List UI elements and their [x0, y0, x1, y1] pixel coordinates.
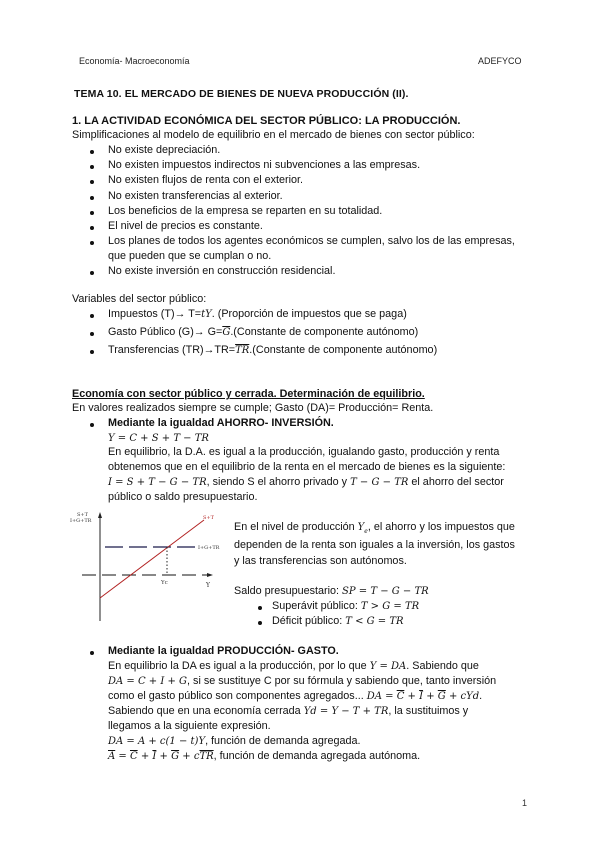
variable-taxes: Impuestos (T)→ T=tY. (Proporción de impuestos que se paga) [108, 308, 407, 320]
bullet-icon [90, 241, 94, 245]
y-axis-arrow-icon [98, 512, 102, 518]
x-axis-label: Y [206, 582, 210, 589]
method2-line7: $\overline{A} = \overline{C} + \overline{I} + \overline{G} + c\overline{TR}$, función de demanda agregada autónoma. [108, 750, 421, 762]
bullet-icon [90, 226, 94, 230]
list-item: No existen impuestos indirectos ni subvenciones a las empresas. [108, 159, 421, 171]
bullet-icon [90, 165, 94, 169]
bullet-icon [90, 423, 94, 427]
bullet-icon [90, 180, 94, 184]
equilibrium-label: Yc [161, 580, 168, 586]
section2-intro: En valores realizados siempre se cumple; Gasto (DA)= Producción= Renta. [72, 402, 434, 414]
bullet-icon [90, 150, 94, 154]
list-item: No existen flujos de renta con el exterior. [108, 174, 304, 186]
bullet-icon [90, 211, 94, 215]
bullet-icon [258, 621, 262, 625]
method1-p4: público o saldo presupuestario. [108, 491, 258, 503]
method2-title: Mediante la igualdad PRODUCCIÓN- GASTO. [108, 645, 339, 657]
list-item: No existen transferencias al exterior. [108, 190, 283, 202]
method2-line4: Sabiendo que en una economía cerrada Yd = Y − T + TR, la sustituimos y [108, 705, 469, 717]
y-axis-label-top: S+T [77, 512, 88, 518]
bullet-icon [90, 350, 94, 354]
savings-taxes-line [100, 520, 204, 598]
deficit: Déficit público: T < G = TR [272, 615, 404, 627]
saldo-presupuestario: Saldo presupuestario: SP = T − G − TR [234, 585, 429, 597]
section1-intro: Simplificaciones al modelo de equilibrio en el mercado de bienes con sector público: [72, 129, 475, 141]
variable-public-spending: Gasto Público $(G)\to G=\overline{G}.(Constante$ de componente autónomo) [108, 326, 419, 338]
header-right: ADEFYCO [478, 56, 522, 66]
method2-line6: DA = A + c(1 − t)Y, función de demanda agregada. [108, 735, 361, 747]
method1-p1: En equilibrio, la D.A. es igual a la producción, igualando gasto, producción y renta [108, 446, 500, 458]
list-item-continued: que pueden que se cumplan o no. [108, 250, 272, 262]
doc-title: TEMA 10. EL MERCADO DE BIENES DE NUEVA PRODUCCIÓN (II). [74, 88, 409, 100]
list-item: Los planes de todos los agentes económicos se cumplen, salvo los de las empresas, [108, 235, 515, 247]
method1-p3: I = S + T − G − TR, siendo S el ahorro privado y T − G − TR el ahorro del sector [108, 476, 504, 488]
bullet-icon [90, 314, 94, 318]
list-item: No existe inversión en construcción residencial. [108, 265, 336, 277]
superavit: Superávit público: T > G = TR [272, 600, 420, 612]
method2-line2: DA = C + I + G, si se sustituye C por su fórmula y sabiendo que, tanto inversión [108, 675, 497, 687]
bullet-icon [258, 606, 262, 610]
list-item: No existe depreciación. [108, 144, 221, 156]
chart-explanation-line2: dependen de la renta son iguales a la inversión, los gastos [234, 539, 515, 551]
list-item: Los beneficios de la empresa se reparten en su totalidad. [108, 205, 383, 217]
list-item: El nivel de precios es constante. [108, 220, 263, 232]
y-axis-label-bottom: I+G+TR [70, 518, 92, 524]
savings-investment-chart [60, 505, 230, 623]
investment-line-label: I+G+TR [198, 545, 220, 551]
savings-line-label: S+T [203, 515, 214, 521]
method2-line3: como el gasto público son componentes agregados... DA = $\overline{C} + \overline{I} + \overline{G}$ + cYd. [108, 690, 483, 702]
header-left: Economía- Macroeconomía [79, 56, 190, 66]
x-axis-arrow-icon [207, 573, 213, 577]
chart-explanation-line3: y las transferencias son autónomos. [234, 555, 407, 567]
variables-intro: Variables del sector público: [72, 293, 207, 305]
method1-p2: obtenemos que en el equilibrio de la renta en el mercado de bienes es la siguiente: [108, 461, 506, 473]
bullet-icon [90, 196, 94, 200]
method1-eq1: Y = C + S + T − TR [108, 433, 209, 444]
method2-line1: En equilibrio la DA es igual a la producción, por lo que Y = DA. Sabiendo que [108, 660, 479, 672]
bullet-icon [90, 332, 94, 336]
page-number: 1 [522, 798, 528, 808]
section2-heading: Economía con sector público y cerrada. Determinación de equilibrio. [72, 388, 425, 400]
chart-explanation-line1: En el nivel de producción $Y_e$, el ahorro y los impuestos que [234, 521, 515, 536]
variable-transfers: Transferencias $(TR)\to TR=\overline{TR}.(Constante$ de componente autónomo) [108, 344, 438, 356]
section1-heading: 1. LA ACTIVIDAD ECONÓMICA DEL SECTOR PÚBLICO: LA PRODUCCIÓN. [72, 115, 461, 127]
method2-line5: llegamos a la siguiente expresión. [108, 720, 271, 732]
bullet-icon [90, 271, 94, 275]
method1-title: Mediante la igualdad AHORRO- INVERSIÓN. [108, 417, 334, 429]
bullet-icon [90, 651, 94, 655]
